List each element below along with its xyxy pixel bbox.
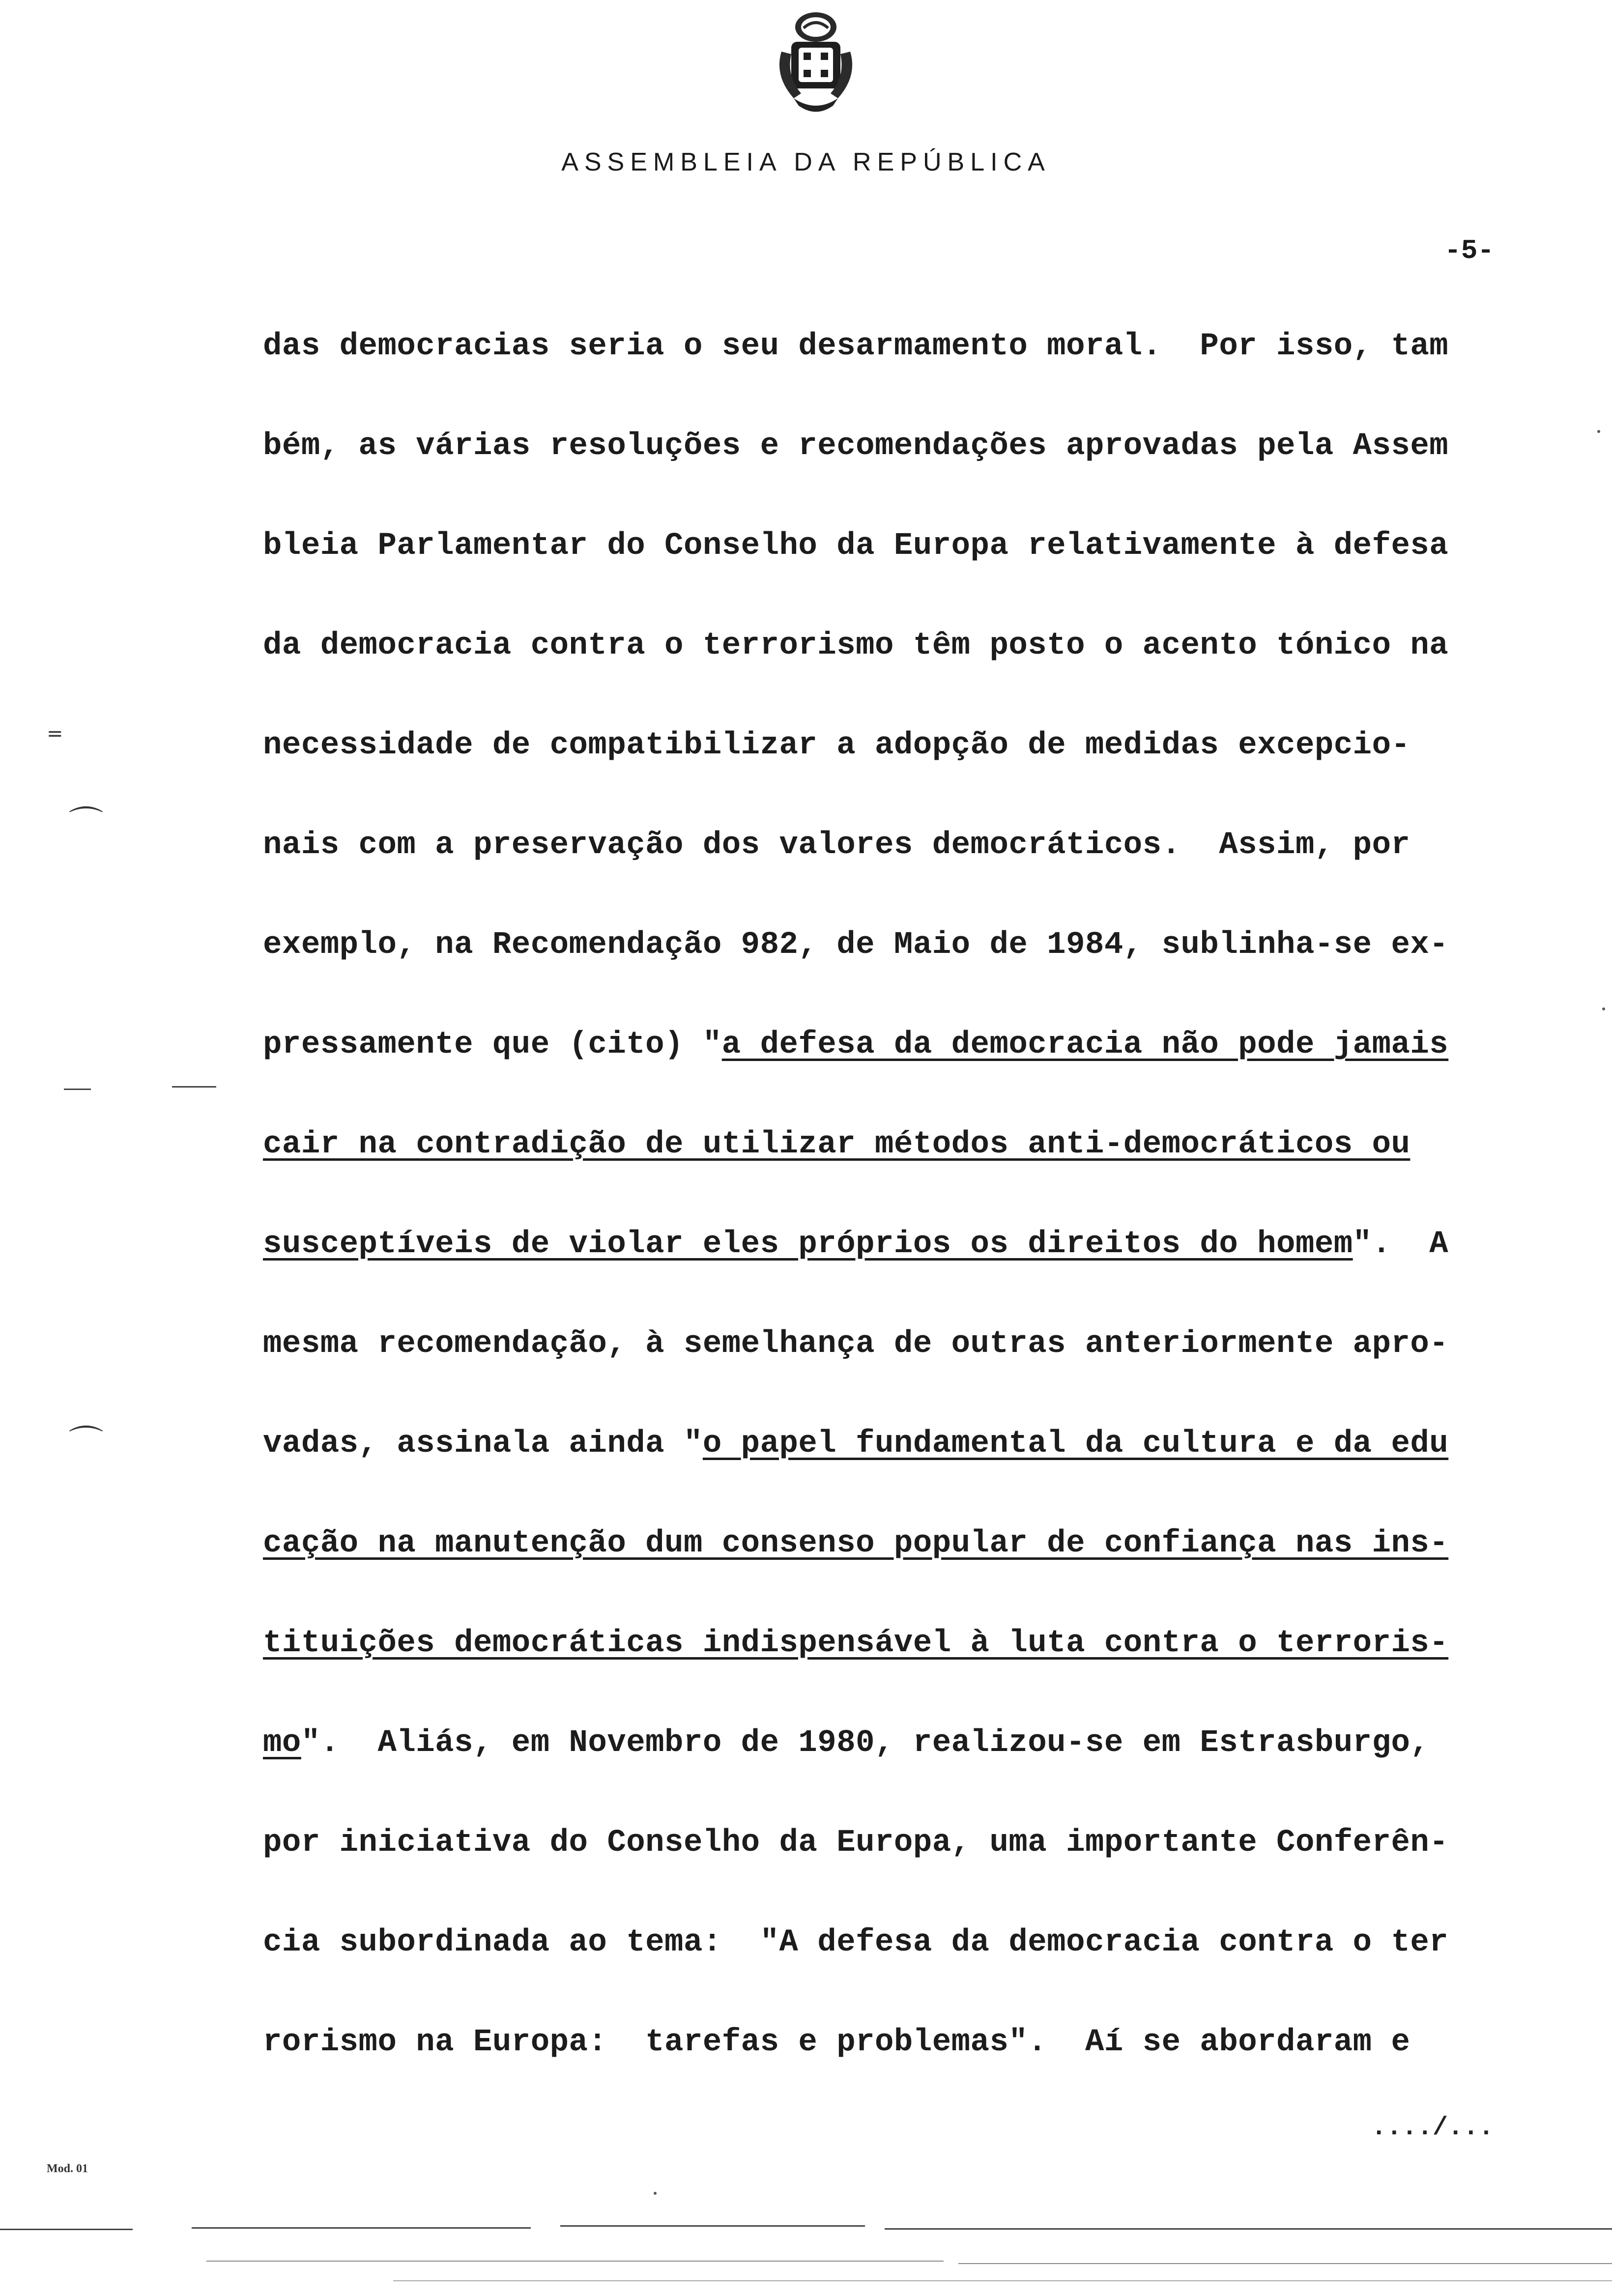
text-segment: bleia Parlamentar do Conselho da Europa relativamente à defesa <box>263 528 1449 564</box>
underlined-quote: susceptíveis de violar eles próprios os direitos do homem <box>263 1227 1353 1262</box>
text-line <box>263 1821 1511 1921</box>
text-line <box>263 1621 1511 1721</box>
continuation-mark: ..../... <box>1371 2113 1494 2142</box>
scan-artifact <box>654 2192 657 2195</box>
text-segment: mesma recomendação, à semelhança de outras anteriormente apro- <box>263 1326 1449 1362</box>
text-line <box>263 923 1511 1023</box>
text-segment: nais com a preservação dos valores democráticos. Assim, por <box>263 828 1410 863</box>
text-line <box>263 1322 1511 1422</box>
text-segment: exemplo, na Recomendação 982, de Maio de 1984, sublinha-se ex- <box>263 927 1449 963</box>
scan-artifact <box>958 2263 1612 2264</box>
text-line <box>263 1422 1511 1521</box>
text-segment: cia subordinada ao tema: "A defesa da democracia contra o ter <box>263 1925 1449 1960</box>
scan-artifact <box>1602 1007 1605 1010</box>
text-segment: por iniciativa do Conselho da Europa, uma importante Conferên- <box>263 1825 1449 1861</box>
scan-artifact <box>206 2261 944 2262</box>
text-line <box>263 2020 1511 2120</box>
text-segment: pressamente que (cito) " <box>263 1027 722 1062</box>
scan-artifact <box>1597 430 1600 433</box>
text-segment: da democracia contra o terrorismo têm posto o acento tónico na <box>263 628 1449 663</box>
form-code: Mod. 01 <box>47 2162 88 2175</box>
text-segment: necessidade de compatibilizar a adopção de medidas excepcio- <box>263 728 1410 763</box>
text-segment: bém, as várias resoluções e recomendações aprovadas pela Assem <box>263 429 1449 464</box>
text-line <box>263 1721 1511 1821</box>
text-line <box>263 1921 1511 2020</box>
scan-artifact <box>64 1089 91 1090</box>
text-line <box>263 1122 1511 1222</box>
underlined-quote: a defesa da democracia não pode jamais <box>721 1027 1449 1062</box>
text-line <box>263 723 1511 823</box>
assembleia-emblem-icon <box>764 7 867 120</box>
body-text <box>263 324 1511 2120</box>
margin-mark: ⌒ <box>69 1423 103 1463</box>
underlined-quote: cação na manutenção dum consenso popular de confiança nas ins- <box>263 1526 1449 1561</box>
underlined-quote: tituições democráticas indispensável à luta contra o terroris- <box>263 1626 1449 1661</box>
scan-artifact <box>0 2229 133 2230</box>
scan-artifact <box>172 1086 216 1088</box>
scan-artifact <box>560 2225 865 2227</box>
scan-artifact <box>885 2228 1612 2230</box>
underlined-quote: o papel fundamental da cultura e da edu <box>702 1426 1449 1462</box>
text-segment: vadas, assinala ainda " <box>263 1426 703 1462</box>
text-segment: ". A <box>1353 1227 1449 1262</box>
text-line <box>263 1521 1511 1621</box>
institution-name: ASSEMBLEIA DA REPÚBLICA <box>561 148 1051 176</box>
margin-mark: = <box>47 722 63 745</box>
text-segment: ". Aliás, em Novembro de 1980, realizou-se em Estrasburgo, <box>301 1725 1430 1761</box>
text-line <box>263 823 1511 923</box>
text-line <box>263 524 1511 624</box>
text-line <box>263 624 1511 723</box>
scan-artifact <box>192 2227 531 2229</box>
text-line <box>263 1023 1511 1122</box>
text-line <box>263 324 1511 424</box>
underlined-quote: cair na contradição de utilizar métodos anti-democráticos ou <box>263 1127 1410 1162</box>
page-number: -5- <box>1444 235 1494 266</box>
underlined-quote: mo <box>263 1725 301 1761</box>
scan-artifact <box>393 2280 1612 2281</box>
text-segment: rorismo na Europa: tarefas e problemas". Aí se abordaram e <box>263 2025 1410 2060</box>
text-line <box>263 424 1511 524</box>
text-segment: das democracias seria o seu desarmamento moral. Por isso, tam <box>263 329 1449 364</box>
margin-mark: ⌒ <box>69 804 103 844</box>
text-line <box>263 1222 1511 1322</box>
